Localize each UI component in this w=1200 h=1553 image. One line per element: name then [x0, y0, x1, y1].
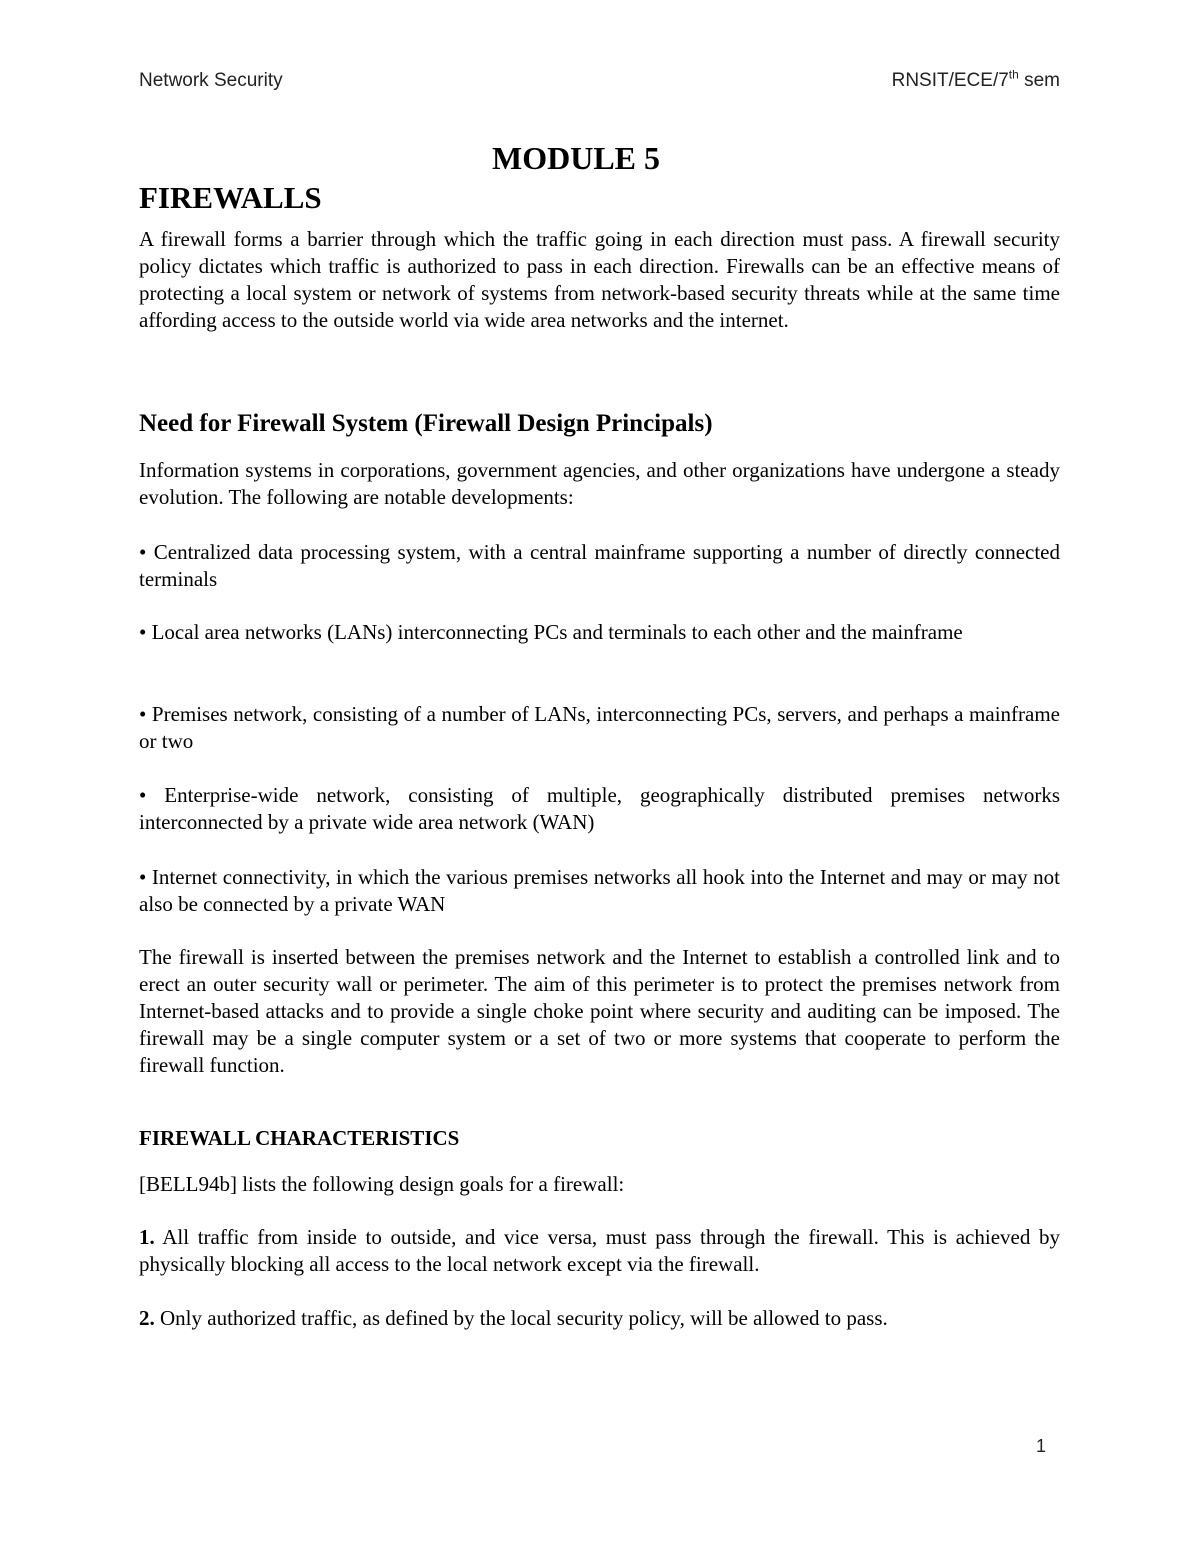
module-title: MODULE 5	[492, 140, 660, 176]
intro-paragraph: A firewall forms a barrier through which the traffic going in each direction must pass. A firewall security policy dictates which traffic is authorized to pass in each direction. Firewalls can be an effective means of protecting a local system or network of systems from network-based security threats while at the same time affording access to the outside world via wide area networks and the internet.	[139, 227, 1060, 332]
development-bullet: • Centralized data processing system, with a central mainframe supporting a number of directly connected terminals	[139, 540, 1060, 591]
chapter-title: FIREWALLS	[139, 180, 322, 215]
header-course-name: Network Security	[139, 70, 283, 91]
design-goal-item	[139, 1305, 1060, 1332]
design-goal-text: Only authorized traffic, as defined by the local security policy, will be allowed to pass.	[154, 1306, 888, 1330]
header-code-prefix: RNSIT/ECE/7	[891, 70, 1009, 91]
characteristics-heading: FIREWALL CHARACTERISTICS	[139, 1126, 460, 1150]
need-section-closing: The firewall is inserted between the premises network and the Internet to establish a controlled link and to erect an outer security wall or perimeter. The aim of this perimeter is to protect the premises network from Internet-based attacks and to provide a single choke point where security and auditing can be imposed. The firewall may be a single computer system or a set of two or more systems that cooperate to perform the firewall function.	[139, 945, 1060, 1077]
development-bullet: • Premises network, consisting of a number of LANs, interconnecting PCs, servers, and perhaps a mainframe or two	[139, 702, 1060, 753]
characteristics-intro: [BELL94b] lists the following design goals for a firewall:	[139, 1172, 625, 1196]
page-number: 1	[1036, 1436, 1047, 1456]
development-bullet: • Enterprise-wide network, consisting of multiple, geographically distributed premises networks interconnected by a private wide area network (WAN)	[139, 783, 1060, 834]
need-section-intro: Information systems in corporations, government agencies, and other organizations have undergone a steady evolution. The following are notable developments:	[139, 458, 1060, 509]
design-goal-number: 1.	[139, 1225, 155, 1249]
design-goal-item	[139, 1224, 1060, 1278]
development-bullet: • Local area networks (LANs) interconnecting PCs and terminals to each other and the mainframe	[139, 620, 963, 644]
header-code-superscript: th	[1008, 67, 1019, 82]
design-goal-number: 2.	[139, 1306, 155, 1330]
header-code-suffix: sem	[1018, 70, 1060, 91]
header-course-code	[891, 67, 1060, 92]
need-section-heading: Need for Firewall System (Firewall Design Principals)	[139, 410, 713, 437]
design-goal-text: All traffic from inside to outside, and vice versa, must pass through the firewall. This is achieved by physically blocking all access to the local network except via the firewall.	[139, 1225, 1060, 1276]
development-bullet: • Internet connectivity, in which the various premises networks all hook into the Internet and may or may not also be connected by a private WAN	[139, 865, 1060, 916]
